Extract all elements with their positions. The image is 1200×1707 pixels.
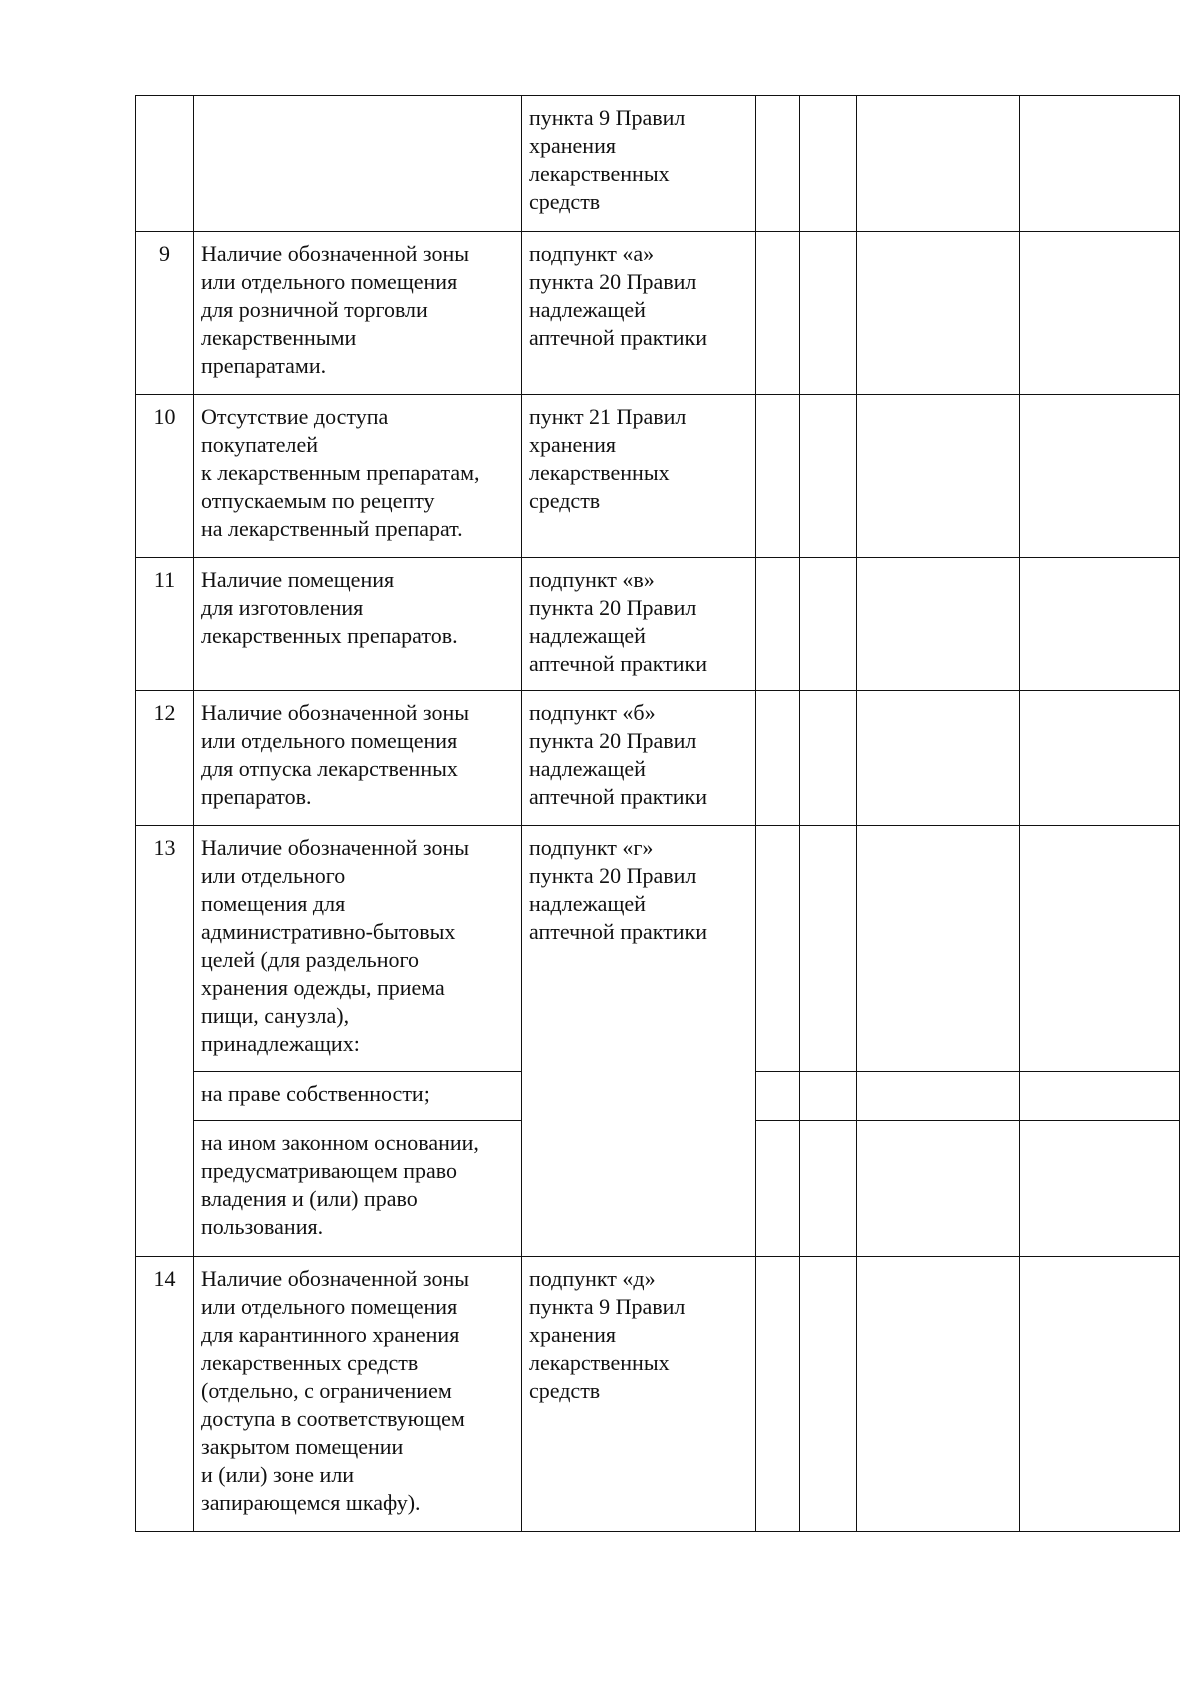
answer-na-cell bbox=[857, 395, 1020, 558]
note-cell bbox=[1020, 232, 1180, 395]
answer-no-cell bbox=[800, 826, 857, 1072]
table-row bbox=[136, 826, 1180, 1072]
row-number: 9 bbox=[136, 232, 194, 395]
row-number bbox=[136, 96, 194, 232]
answer-yes-cell bbox=[756, 558, 800, 691]
note-cell bbox=[1020, 395, 1180, 558]
table-row bbox=[136, 558, 1180, 691]
answer-no-cell bbox=[800, 96, 857, 232]
reference-cell: пункт 21 Правил хранения лекарственных средств bbox=[522, 395, 756, 558]
table-row bbox=[136, 691, 1180, 826]
answer-no-cell bbox=[800, 1121, 857, 1257]
answer-na-cell bbox=[857, 232, 1020, 395]
note-cell bbox=[1020, 1121, 1180, 1257]
reference-cell: пункта 9 Правил хранения лекарственных средств bbox=[522, 96, 756, 232]
note-cell bbox=[1020, 1072, 1180, 1121]
answer-yes-cell bbox=[756, 96, 800, 232]
table-row bbox=[136, 232, 1180, 395]
answer-yes-cell bbox=[756, 826, 800, 1072]
reference-cell: подпункт «в» пункта 20 Правил надлежащей аптечной практики bbox=[522, 558, 756, 691]
reference-cell: подпункт «а» пункта 20 Правил надлежащей аптечной практики bbox=[522, 232, 756, 395]
answer-no-cell bbox=[800, 1257, 857, 1532]
note-cell bbox=[1020, 691, 1180, 826]
answer-na-cell bbox=[857, 96, 1020, 232]
requirement-cell: Наличие обозначенной зоны или отдельного помещения для розничной торговли лекарственными препаратами. bbox=[194, 232, 522, 395]
answer-no-cell bbox=[800, 232, 857, 395]
answer-yes-cell bbox=[756, 232, 800, 395]
answer-no-cell bbox=[800, 1072, 857, 1121]
answer-na-cell bbox=[857, 1121, 1020, 1257]
note-cell bbox=[1020, 826, 1180, 1072]
reference-cell: подпункт «г» пункта 20 Правил надлежащей аптечной практики bbox=[522, 826, 756, 1257]
table-row bbox=[136, 1257, 1180, 1532]
sub-item-cell: на ином законном основании, предусматривающем право владения и (или) право пользования. bbox=[194, 1121, 522, 1257]
row-number: 10 bbox=[136, 395, 194, 558]
answer-yes-cell bbox=[756, 395, 800, 558]
requirement-cell: Наличие помещения для изготовления лекарственных препаратов. bbox=[194, 558, 522, 691]
answer-na-cell bbox=[857, 1257, 1020, 1532]
answer-yes-cell bbox=[756, 1072, 800, 1121]
note-cell bbox=[1020, 1257, 1180, 1532]
answer-na-cell bbox=[857, 826, 1020, 1072]
sub-item-cell: на праве собственности; bbox=[194, 1072, 522, 1121]
answer-no-cell bbox=[800, 395, 857, 558]
requirement-cell: Наличие обозначенной зоны или отдельного помещения для административно-бытовых целей (для раздельного хранения одежды, приема пищи, санузла), принадлежащих: bbox=[194, 826, 522, 1072]
reference-cell: подпункт «б» пункта 20 Правил надлежащей аптечной практики bbox=[522, 691, 756, 826]
answer-yes-cell bbox=[756, 1121, 800, 1257]
checklist-table bbox=[135, 95, 1180, 1532]
answer-na-cell bbox=[857, 1072, 1020, 1121]
reference-cell: подпункт «д» пункта 9 Правил хранения лекарственных средств bbox=[522, 1257, 756, 1532]
note-cell bbox=[1020, 558, 1180, 691]
requirement-cell: Отсутствие доступа покупателей к лекарственным препаратам, отпускаемым по рецепту на лекарственный препарат. bbox=[194, 395, 522, 558]
table-row bbox=[136, 96, 1180, 232]
requirement-cell: Наличие обозначенной зоны или отдельного помещения для отпуска лекарственных препаратов. bbox=[194, 691, 522, 826]
row-number: 14 bbox=[136, 1257, 194, 1532]
row-number: 13 bbox=[136, 826, 194, 1257]
answer-yes-cell bbox=[756, 1257, 800, 1532]
answer-na-cell bbox=[857, 691, 1020, 826]
answer-na-cell bbox=[857, 558, 1020, 691]
table-row bbox=[136, 395, 1180, 558]
row-number: 12 bbox=[136, 691, 194, 826]
requirement-cell bbox=[194, 96, 522, 232]
answer-no-cell bbox=[800, 691, 857, 826]
row-number: 11 bbox=[136, 558, 194, 691]
answer-no-cell bbox=[800, 558, 857, 691]
answer-yes-cell bbox=[756, 691, 800, 826]
note-cell bbox=[1020, 96, 1180, 232]
requirement-cell: Наличие обозначенной зоны или отдельного помещения для карантинного хранения лекарственных средств (отдельно, с ограничением доступа в соответствующем закрытом помещении и (или) зоне или запирающемся шкафу). bbox=[194, 1257, 522, 1532]
